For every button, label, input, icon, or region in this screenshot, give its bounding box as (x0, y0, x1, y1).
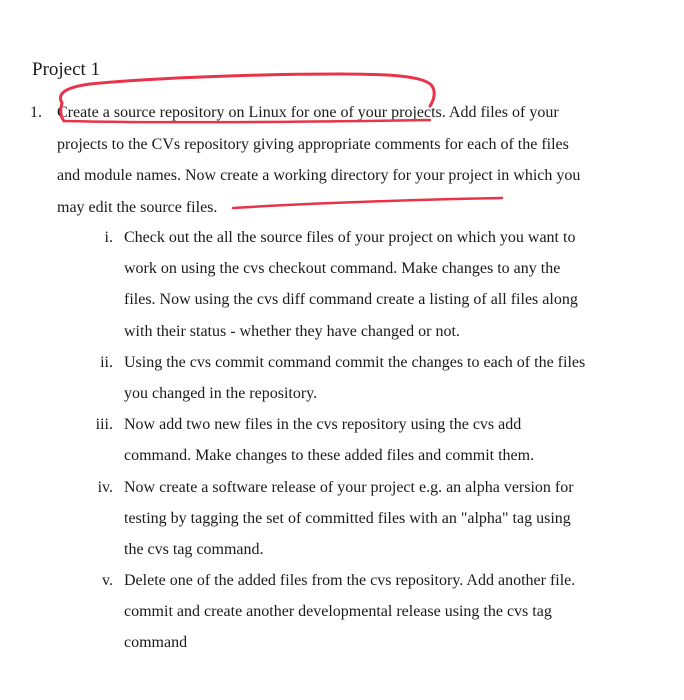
item-line: projects to the CVs repository giving appropriate comments for each of the files (57, 135, 569, 153)
page-title: Project 1 (32, 59, 101, 80)
subitem-line: testing by tagging the set of committed files with an "alpha" tag using (124, 510, 571, 528)
subitem-line: Check out the all the source files of your project on which you want to (124, 229, 576, 246)
subitem-line: commit and create another developmental release using the cvs tag (124, 603, 552, 621)
subitem-line: command (124, 634, 188, 652)
subitem-line: work on using the cvs checkout command. Make changes to any the (124, 260, 561, 278)
subitem-number: ii. (100, 354, 113, 371)
subitem-number: v. (102, 572, 113, 589)
subitem-number: iii. (95, 416, 113, 433)
subitem-line: Delete one of the added files from the cvs repository. Add another file. (124, 572, 576, 589)
annotation-arc (60, 74, 434, 106)
item-text (57, 103, 657, 229)
subitem-number: i. (104, 229, 113, 246)
subitem-line: Now create a software release of your project e.g. an alpha version for (124, 479, 574, 496)
subitem-line: command. Make changes to these added files and commit them. (124, 447, 535, 465)
subitem-number: iv. (97, 479, 113, 496)
subitem-line: you changed in the repository. (124, 385, 318, 403)
item-line: and module names. Now create a working directory for your project in which you (57, 167, 581, 184)
item-number: 1. (30, 104, 42, 121)
subitem-line: the cvs tag command. (124, 541, 264, 559)
subitem-text (124, 571, 664, 665)
subitem-text (124, 478, 664, 572)
subitem-line: files. Now using the cvs diff command create a listing of all files along (124, 291, 578, 309)
subitem-text (124, 415, 664, 477)
subitem-line: with their status - whether they have changed or not. (124, 322, 460, 340)
item-line: may edit the source files. (57, 198, 218, 216)
item-line: Create a source repository on Linux for one of your projects. Add files of your (57, 104, 559, 121)
subitem-text (124, 228, 664, 353)
subitem-text (124, 353, 664, 415)
subitem-line: Now add two new files in the cvs repository using the cvs add (124, 416, 522, 433)
subitem-line: Using the cvs commit command commit the changes to each of the files (124, 354, 586, 371)
